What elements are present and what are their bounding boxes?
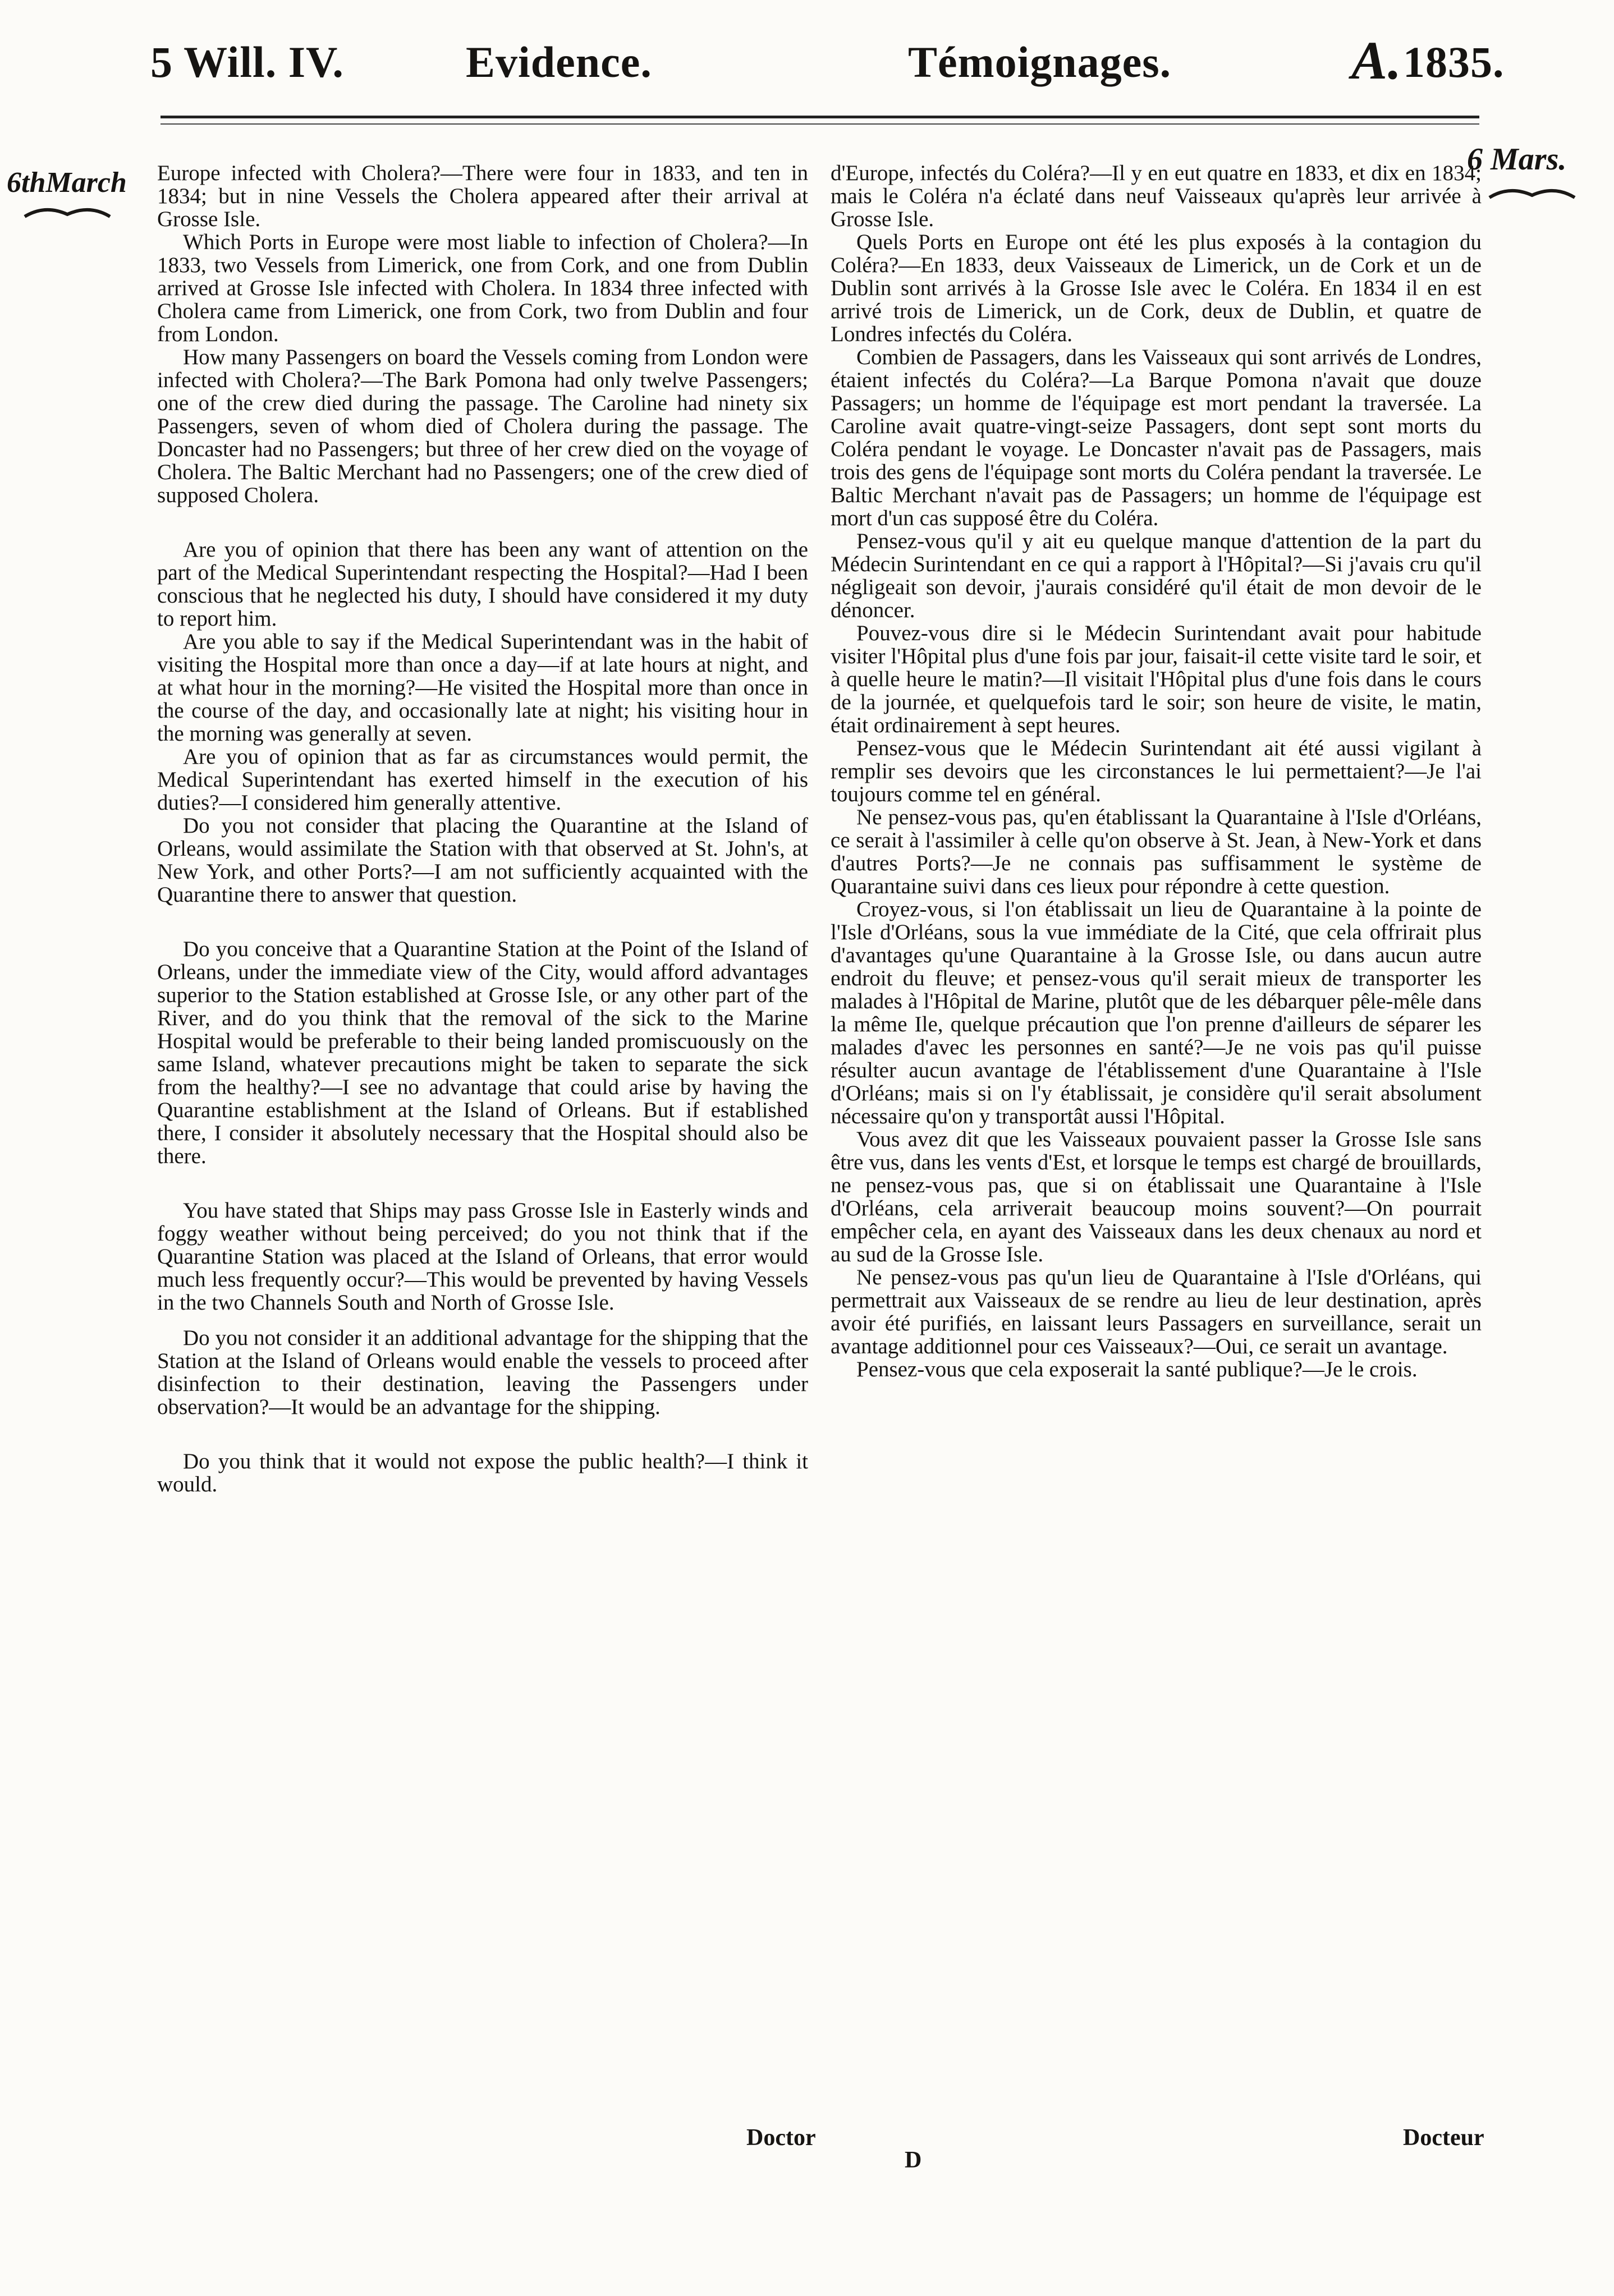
paragraph-fr: Quels Ports en Europe ont été les plus exposés à la contagion du Coléra?—En 1833, deux Vaisseaux de Limerick, un de Cork et un de Dublin sont arrivés à la Grosse Isle avec le Coléra. En 1834 il en est arrivé trois de Limerick, un de Cork, deux de Dublin, et quatre de Londres infectés du Coléra. [831,230,1482,346]
french-column [831,162,1482,1381]
margin-date-fr: 6 Mars. [1467,142,1567,177]
paragraph-fr: Pensez-vous que cela exposerait la santé publique?—Je le crois. [856,1357,1418,1381]
catchword-en: Doctor [746,2125,816,2151]
english-column [157,162,808,1496]
paragraph-fr: Pensez-vous qu'il y ait eu quelque manque d'attention de la part du Médecin Surintendant en ce qui a rapport à l'Hôpital?—Si j'avais cru qu'il négligeait son devoir, j'aurais considéré qu'il était de mon devoir de le dénoncer. [831,529,1482,622]
paragraph-fr: Pensez-vous que le Médecin Surintendant ait été aussi vigilant à remplir ses devoirs que les circonstances le lui permettaient?—Je l'ai toujours comme tel en général. [831,736,1482,806]
paragraph-en: Do you not consider that placing the Quarantine at the Island of Orleans, would assimilate the Station with that observed at St. John's, at New York, and other Ports?—I am not sufficiently acquainted with the Quarantine there to answer that question. [157,814,808,907]
paragraph-fr: Vous avez dit que les Vaisseaux pouvaient passer la Grosse Isle sans être vus, dans les vents d'Est, et lorsque le temps est chargé de brouillards, ne pensez-vous pas, que si on établissait une Quarantaine à l'Isle d'Orléans, cela arriverait beaucoup moins souvent?—On pourrait empêcher cela, en ayant des Vaisseaux dans les deux chenaux au nord et au sud de la Grosse Isle. [831,1127,1482,1266]
paragraph-en: Do you think that it would not expose the public health?—I think it would. [157,1449,808,1496]
paragraph-fr: Pouvez-vous dire si le Médecin Surintendant avait pour habitude visiter l'Hôpital plus d'une fois par jour, faisait-il cette visite tard le soir, et à quelle heure le matin?—Il visitait l'Hôpital plus d'une fois dans le cours de la journée, et quelquefois tard le soir; son heure de visite, le matin, était ordinairement à sept heures. [831,621,1482,737]
paragraph-en: Europe infected with Cholera?—There were four in 1833, and ten in 1834; but in nine Vessels the Cholera appeared after their arrival at Grosse Isle. [157,161,808,231]
paragraph-en: Do you conceive that a Quarantine Station at the Point of the Island of Orleans, under the immediate view of the City, would afford advantages superior to the Station established at Grosse Isle, or any other part of the River, and do you think that the removal of the sick to the Marine Hospital would be preferable to their being landed promiscuously on the same Island, whatever precautions might be taken to separate the sick from the healthy?—I see no advantage that could arise by having the Quarantine establishment at the Island of Orleans. But if established there, I consider it absolutely necessary that the Hospital should also be there. [157,937,808,1168]
paragraph-fr: d'Europe, infectés du Coléra?—Il y en eut quatre en 1833, et dix en 1834; mais le Coléra n'a éclaté dans neuf Vaisseaux qu'après leur arrivée à Grosse Isle. [831,161,1482,231]
paragraph-fr: Croyez-vous, si l'on établissait un lieu de Quarantaine à la pointe de l'Isle d'Orléans, sous la vue immédiate de la Cité, que cela offrirait plus d'avantages qu'une Quarantaine à la Grosse Isle, ou dans aucun autre endroit du fleuve; et pensez-vous qu'il serait mieux de transporter les malades à l'Hôpital de Marine, plutôt que de les débarquer pêle-mêle dans la même Ile, quelque précaution que l'on prenne d'ailleurs de séparer les malades d'avec les personnes en santé?—Je ne vois pas qu'il puisse résulter aucun avantage de l'établissement d'une Quarantaine à l'Isle d'Orléans; mais si on l'y établissait, je considère qu'il serait absolument nécessaire qu'on y transportât aussi l'Hôpital. [831,897,1482,1128]
page-year: 1835. [1403,38,1505,86]
paragraph-en: You have stated that Ships may pass Grosse Isle in Easterly winds and foggy weather without being perceived; do you not think that if the Quarantine Station was placed at the Island of Orleans, that error would much less frequently occur?—This would be prevented by having Vessels in the two Channels South and North of Grosse Isle. [157,1198,808,1315]
paragraph-en: How many Passengers on board the Vessels coming from London were infected with Cholera?—The Bark Pomona had only twelve Passengers; one of the crew died during the passage. The Caroline had ninety six Passengers, seven of whom died of Cholera during the passage. The Doncaster had no Passengers; but three of her crew died on the voyage of Cholera. The Baltic Merchant had no Passengers; one of the crew died of supposed Cholera. [157,345,808,507]
paragraph-en: Do you not consider it an additional advantage for the shipping that the Station at the Island of Orleans would enable the vessels to proceed after disinfection to their destination, leaving the Passengers under observation?—It would be an advantage for the shipping. [157,1326,808,1419]
paragraph-en: Are you of opinion that there has been any want of attention on the part of the Medical Superintendant respecting the Hospital?—Had I been conscious that he neglected his duty, I should have considered it my duty to report him. [157,538,808,631]
paragraph-fr: Ne pensez-vous pas qu'un lieu de Quarantaine à l'Isle d'Orléans, qui permettrait aux Vaisseaux de se rendre au lieu de leur destination, après avoir été purifiés, en laissant leurs Passagers en surveillance, serait un avantage additionnel pour ces Vaisseaux?—Oui, ce serait un avantage. [831,1265,1482,1358]
catchword-fr: Docteur [1403,2125,1484,2151]
section-title-fr: Témoignages. [908,38,1172,86]
paragraph-en: Which Ports in Europe were most liable to infection of Cholera?—In 1833, two Vessels from Limerick, one from Cork, and one from Dublin arrived at Grosse Isle infected with Cholera. In 1834 three infected with Cholera came from Limerick, one from Cork, two from Dublin and four from London. [157,230,808,346]
paragraph-en: Are you of opinion that as far as circumstances would permit, the Medical Superintendant has exerted himself in the execution of his duties?—I considered him generally attentive. [157,745,808,815]
section-title-en: Evidence. [466,38,652,86]
margin-brace-right-icon [1487,183,1577,205]
page-header [0,21,1614,105]
regnal-year: 5 Will. IV. [150,38,344,86]
paragraph-fr: Combien de Passagers, dans les Vaisseaux qui sont arrivés de Londres, étaient infectés du Coléra?—La Barque Pomona n'avait que douze Passagers; un homme de l'équipage est mort pendant la traversée. La Caroline avait quatre-vingt-seize Passagers, dont sept sont morts du Coléra pendant le voyage. Le Doncaster n'avait pas de Passagers, mais trois des gens de l'équipage sont morts du Coléra pendant la traversée. Le Baltic Merchant n'avait pas de Passagers; un homme de l'équipage est mort d'un cas supposé être du Coléra. [831,345,1482,530]
margin-date-en: 6thMarch [7,167,127,199]
signature-mark: D [905,2147,922,2173]
margin-brace-left-icon [22,202,112,224]
header-rule-thick [161,116,1479,118]
paragraph-fr: Ne pensez-vous pas, qu'en établissant la Quarantaine à l'Isle d'Orléans, ce serait à l'assimiler à celle qu'on observe à St. Jean, à New-York et dans d'autres Ports?—Je ne connais pas suffisamment le système de Quarantaine suivi dans ces lieux pour répondre à cette question. [831,805,1482,898]
appendix-letter: A. [1351,30,1402,90]
paragraph-en: Are you able to say if the Medical Superintendant was in the habit of visiting the Hospital more than once a day—if at late hours at night, and at what hour in the morning?—He visited the Hospital more than once in the course of the day, and occasionally late at night; his visiting hour in the morning was generally at seven. [157,630,808,746]
header-rule-thin [161,123,1479,125]
